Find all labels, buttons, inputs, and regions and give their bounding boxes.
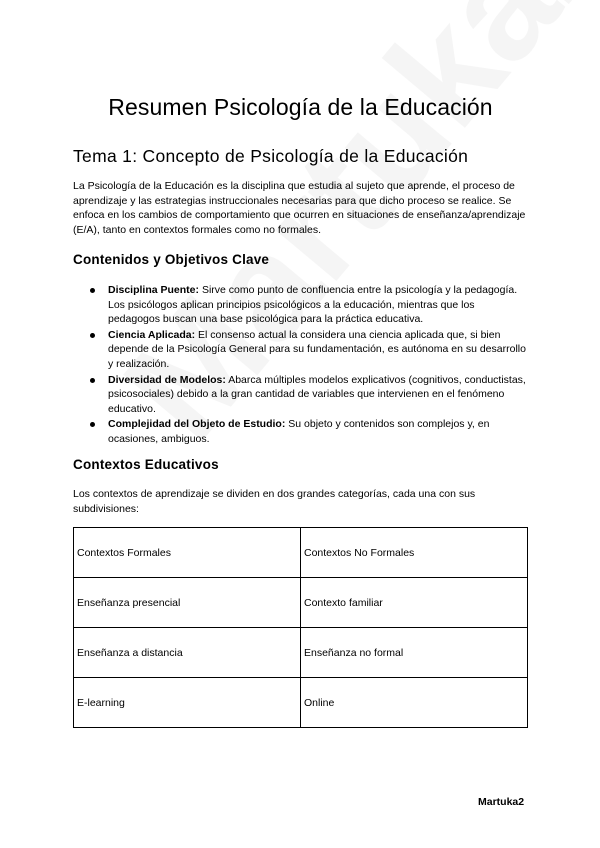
table-row	[74, 678, 528, 728]
table-cell: Enseñanza no formal	[301, 628, 528, 678]
bullet-icon	[90, 288, 95, 293]
contexts-intro: Los contextos de aprendizaje se dividen en dos grandes categorías, cada una con sus subdivisiones:	[73, 488, 476, 515]
section-heading-contents: Contenidos y Objetivos Clave	[73, 252, 270, 267]
table-row	[74, 628, 528, 678]
table-cell: Enseñanza a distancia	[74, 628, 301, 678]
list-item-term: Disciplina Puente:	[108, 284, 200, 296]
list-item	[87, 417, 528, 446]
list-item-text: El consenso actual la considera una ciencia aplicada que, si bien depende de la Psicología General para su fundamentación, es autónoma en su desarrollo y realización.	[108, 328, 526, 370]
table-cell: Contextos No Formales	[301, 528, 528, 578]
intro-paragraph: La Psicología de la Educación es la disciplina que estudia al sujeto que aprende, el proceso de aprendizaje y las estrategias instruccionales necesarias para que dicho proceso se realice. Se enfoca en los cambios de comportamiento que ocurren en situaciones de enseñanza/aprendizaje (E/A), tanto en contextos formales como no formales.	[73, 180, 526, 236]
footer-author: Martuka2	[478, 796, 525, 808]
table-cell: Contexto familiar	[301, 578, 528, 628]
list-item-term: Diversidad de Modelos:	[108, 373, 226, 386]
table-row	[74, 578, 528, 628]
list-item-term: Ciencia Aplicada:	[108, 328, 196, 341]
contexts-table	[73, 527, 528, 728]
list-item-text: Su objeto y contenidos son complejos y, en ocasiones, ambiguos.	[108, 418, 490, 445]
list-item	[87, 328, 528, 372]
list-item-term: Complejidad del Objeto de Estudio:	[108, 418, 286, 431]
section-heading-contexts: Contextos Educativos	[73, 457, 219, 472]
contents-list	[87, 283, 528, 448]
table-cell: Enseñanza presencial	[74, 578, 301, 628]
list-item-text: Abarca múltiples modelos explicativos (cognitivos, conductistas, psicosociales) debido a la gran cantidad de variables que intervienen en el fenómeno educativo.	[108, 373, 526, 415]
bullet-icon	[90, 422, 95, 427]
list-item	[87, 283, 528, 327]
list-item	[87, 373, 528, 417]
bullet-icon	[90, 378, 95, 383]
topic-heading: Tema 1: Concepto de Psicología de la Educación	[73, 146, 469, 166]
document-title: Resumen Psicología de la Educación	[108, 94, 493, 120]
table-cell: Contextos Formales	[74, 528, 301, 578]
table-cell: Online	[301, 678, 528, 728]
table-cell: E-learning	[74, 678, 301, 728]
list-item-text: Sirve como punto de confluencia entre la psicología y la pedagogía. Los psicólogos aplican principios psicológicos a la educación, mientras que los pedagogos buscan una base psicológica para la práctica educativa.	[108, 284, 518, 326]
table-row	[74, 528, 528, 578]
bullet-icon	[90, 333, 95, 338]
